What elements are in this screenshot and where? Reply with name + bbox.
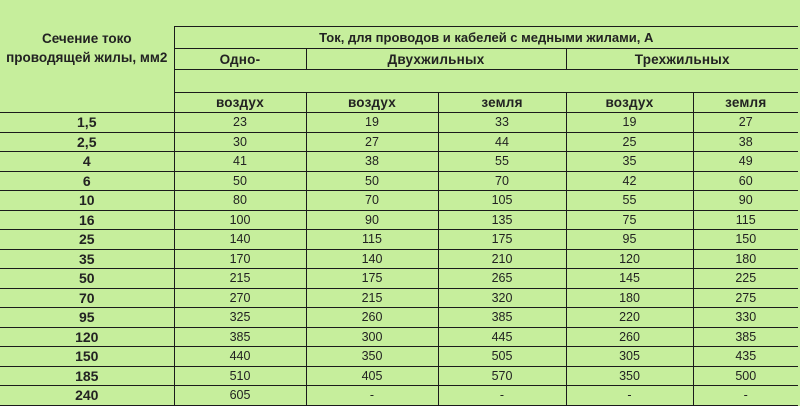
cell-single-air: 605 <box>174 386 306 406</box>
cell-three-core-ground: 60 <box>693 171 798 191</box>
cell-two-core-ground: 320 <box>438 288 566 308</box>
table-row <box>0 269 798 289</box>
table-row <box>0 191 798 211</box>
subheader-three-core-ground: земля <box>693 93 798 113</box>
cell-two-core-air: 90 <box>306 210 438 230</box>
cell-single-air: 215 <box>174 269 306 289</box>
subheader-two-core-ground: земля <box>438 93 566 113</box>
table-row <box>0 171 798 191</box>
table-row <box>0 347 798 367</box>
cell-section: 6 <box>0 171 174 191</box>
cell-three-core-ground: 150 <box>693 230 798 250</box>
cell-three-core-air: 260 <box>566 327 693 347</box>
cell-two-core-ground: 44 <box>438 132 566 152</box>
cell-two-core-air: 300 <box>306 327 438 347</box>
cell-single-air: 385 <box>174 327 306 347</box>
cell-three-core-ground: - <box>693 386 798 406</box>
cell-three-core-air: 42 <box>566 171 693 191</box>
cell-single-air: 41 <box>174 152 306 172</box>
cell-three-core-air: 95 <box>566 230 693 250</box>
cell-two-core-air: 38 <box>306 152 438 172</box>
cell-three-core-ground: 385 <box>693 327 798 347</box>
cell-single-air: 100 <box>174 210 306 230</box>
table-row <box>0 210 798 230</box>
subheader-single-air: воздух <box>174 93 306 113</box>
cell-single-air: 270 <box>174 288 306 308</box>
cell-three-core-ground: 330 <box>693 308 798 328</box>
cell-single-air: 170 <box>174 249 306 269</box>
cell-three-core-air: 55 <box>566 191 693 211</box>
cell-two-core-ground: 70 <box>438 171 566 191</box>
cell-two-core-ground: 445 <box>438 327 566 347</box>
table-row <box>0 327 798 347</box>
group-header-three-core: Трехжильных <box>566 49 798 70</box>
cell-section: 70 <box>0 288 174 308</box>
cell-two-core-ground: 135 <box>438 210 566 230</box>
group-header-two-core: Двухжильных <box>306 49 566 70</box>
cell-two-core-ground: 105 <box>438 191 566 211</box>
subheader-two-core-air: воздух <box>306 93 438 113</box>
cell-section: 4 <box>0 152 174 172</box>
empty-header-cell <box>174 70 798 93</box>
cell-three-core-air: 220 <box>566 308 693 328</box>
cell-three-core-ground: 275 <box>693 288 798 308</box>
cell-two-core-ground: 55 <box>438 152 566 172</box>
cell-section: 120 <box>0 327 174 347</box>
cell-two-core-ground: 385 <box>438 308 566 328</box>
cell-three-core-ground: 435 <box>693 347 798 367</box>
table-row <box>0 288 798 308</box>
cell-three-core-ground: 115 <box>693 210 798 230</box>
cell-two-core-air: 405 <box>306 366 438 386</box>
cell-section: 16 <box>0 210 174 230</box>
cell-two-core-air: 27 <box>306 132 438 152</box>
table-row <box>0 113 798 133</box>
cell-section: 50 <box>0 269 174 289</box>
table-row <box>0 152 798 172</box>
cell-two-core-air: 140 <box>306 249 438 269</box>
cell-single-air: 140 <box>174 230 306 250</box>
cell-two-core-air: 175 <box>306 269 438 289</box>
cell-three-core-air: 75 <box>566 210 693 230</box>
cell-three-core-air: 305 <box>566 347 693 367</box>
table-title: Ток, для проводов и кабелей с медными жилами, А <box>174 27 798 49</box>
copper-wire-current-table <box>0 26 798 406</box>
cell-two-core-air: 70 <box>306 191 438 211</box>
cell-section: 95 <box>0 308 174 328</box>
cell-section: 10 <box>0 191 174 211</box>
cell-single-air: 50 <box>174 171 306 191</box>
cell-three-core-air: 120 <box>566 249 693 269</box>
cell-three-core-ground: 180 <box>693 249 798 269</box>
cell-two-core-ground: - <box>438 386 566 406</box>
cell-three-core-air: 35 <box>566 152 693 172</box>
cell-section: 1,5 <box>0 113 174 133</box>
table-row <box>0 308 798 328</box>
table-row <box>0 249 798 269</box>
cell-two-core-air: 50 <box>306 171 438 191</box>
cell-three-core-air: 180 <box>566 288 693 308</box>
cell-single-air: 510 <box>174 366 306 386</box>
cell-three-core-air: 350 <box>566 366 693 386</box>
cell-two-core-air: 19 <box>306 113 438 133</box>
cell-two-core-ground: 265 <box>438 269 566 289</box>
group-header-single: Одно- <box>174 49 306 70</box>
cell-two-core-air: 350 <box>306 347 438 367</box>
cell-section: 35 <box>0 249 174 269</box>
cell-three-core-ground: 90 <box>693 191 798 211</box>
cell-single-air: 30 <box>174 132 306 152</box>
subheader-three-core-air: воздух <box>566 93 693 113</box>
cell-section: 25 <box>0 230 174 250</box>
section-column-header: Сечение токо проводящей жилы, мм2 <box>0 27 174 113</box>
cell-single-air: 23 <box>174 113 306 133</box>
table-row <box>0 366 798 386</box>
cell-single-air: 80 <box>174 191 306 211</box>
cell-single-air: 325 <box>174 308 306 328</box>
cell-single-air: 440 <box>174 347 306 367</box>
cell-three-core-ground: 27 <box>693 113 798 133</box>
cell-three-core-ground: 500 <box>693 366 798 386</box>
cell-three-core-air: 25 <box>566 132 693 152</box>
cell-three-core-ground: 49 <box>693 152 798 172</box>
cell-section: 185 <box>0 366 174 386</box>
cell-section: 240 <box>0 386 174 406</box>
cell-three-core-ground: 38 <box>693 132 798 152</box>
table-row <box>0 386 798 406</box>
cell-section: 2,5 <box>0 132 174 152</box>
cell-two-core-air: - <box>306 386 438 406</box>
table-row <box>0 230 798 250</box>
cell-two-core-ground: 505 <box>438 347 566 367</box>
cell-two-core-air: 115 <box>306 230 438 250</box>
cell-two-core-ground: 570 <box>438 366 566 386</box>
cell-two-core-ground: 210 <box>438 249 566 269</box>
cell-three-core-air: 145 <box>566 269 693 289</box>
cell-section: 150 <box>0 347 174 367</box>
cell-two-core-air: 260 <box>306 308 438 328</box>
header-row-title <box>0 27 798 49</box>
table-row <box>0 132 798 152</box>
cell-three-core-air: 19 <box>566 113 693 133</box>
cell-three-core-ground: 225 <box>693 269 798 289</box>
table-body <box>0 27 798 406</box>
cell-two-core-ground: 175 <box>438 230 566 250</box>
cell-two-core-ground: 33 <box>438 113 566 133</box>
cell-three-core-air: - <box>566 386 693 406</box>
cell-two-core-air: 215 <box>306 288 438 308</box>
